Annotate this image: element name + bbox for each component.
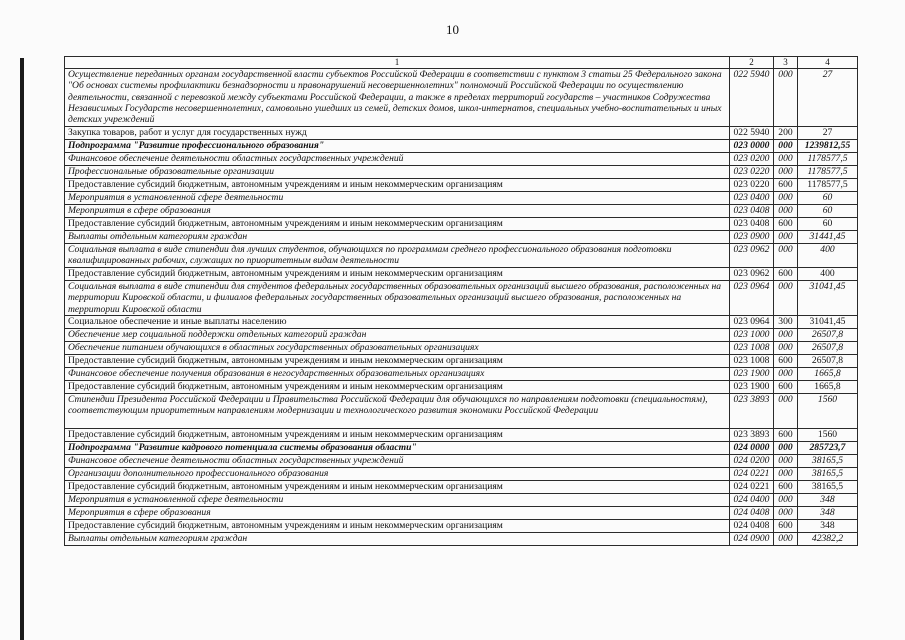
- row-name: Предоставление субсидий бюджетным, автономным учреждениям и иным некоммерческим организациям: [65, 481, 730, 494]
- row-sum: 26507,8: [798, 355, 858, 368]
- row-sum: 1560: [798, 394, 858, 429]
- row-name: Мероприятия в сфере образования: [65, 205, 730, 218]
- row-name: Предоставление субсидий бюджетным, автономным учреждениям и иным некоммерческим организациям: [65, 179, 730, 192]
- row-name: Мероприятия в сфере образования: [65, 507, 730, 520]
- table-row: [65, 218, 858, 231]
- table-row: [65, 455, 858, 468]
- table-row: [65, 127, 858, 140]
- row-sum: 31041,45: [798, 316, 858, 329]
- row-sum: 27: [798, 127, 858, 140]
- header-col-3: 3: [774, 57, 798, 69]
- row-code: 023 1900: [730, 381, 774, 394]
- table-row: [65, 520, 858, 533]
- row-code: 023 0000: [730, 140, 774, 153]
- table-row: [65, 494, 858, 507]
- table-row: [65, 533, 858, 546]
- row-kind: 000: [774, 342, 798, 355]
- row-sum: 1560: [798, 429, 858, 442]
- row-sum: 38165,5: [798, 468, 858, 481]
- row-code: 023 0200: [730, 153, 774, 166]
- row-kind: 600: [774, 355, 798, 368]
- row-code: 023 1000: [730, 329, 774, 342]
- row-name: Закупка товаров, работ и услуг для государственных нужд: [65, 127, 730, 140]
- row-kind: 000: [774, 231, 798, 244]
- table-row: [65, 179, 858, 192]
- row-name: Финансовое обеспечение деятельности областных государственных учреждений: [65, 153, 730, 166]
- row-kind: 000: [774, 166, 798, 179]
- row-name: Социальная выплата в виде стипендии для лучших студентов, обучающихся по программам среднего профессионального образования подготовки квалифицированных рабочих, служащих по приоритетным видам деятельности: [65, 244, 730, 268]
- row-sum: 348: [798, 494, 858, 507]
- row-kind: 000: [774, 205, 798, 218]
- row-sum: 348: [798, 507, 858, 520]
- row-code: 023 0964: [730, 316, 774, 329]
- table-row: [65, 442, 858, 455]
- row-sum: 60: [798, 218, 858, 231]
- row-code: 024 0221: [730, 468, 774, 481]
- table-row: [65, 192, 858, 205]
- row-code: 023 1008: [730, 355, 774, 368]
- row-code: 023 1900: [730, 368, 774, 381]
- row-name: Предоставление субсидий бюджетным, автономным учреждениям и иным некоммерческим организациям: [65, 429, 730, 442]
- table-row: [65, 281, 858, 316]
- row-kind: 000: [774, 69, 798, 127]
- row-sum: 31041,45: [798, 281, 858, 316]
- row-code: 023 0900: [730, 231, 774, 244]
- table-row: [65, 429, 858, 442]
- table-row: [65, 468, 858, 481]
- row-code: 023 0964: [730, 281, 774, 316]
- row-name: Подпрограмма "Развитие кадрового потенциала системы образования области": [65, 442, 730, 455]
- page-number: 10: [446, 22, 459, 37]
- row-sum: 1239812,55: [798, 140, 858, 153]
- row-name: Предоставление субсидий бюджетным, автономным учреждениям и иным некоммерческим организациям: [65, 268, 730, 281]
- row-code: 023 0400: [730, 192, 774, 205]
- row-code: 023 0962: [730, 268, 774, 281]
- row-sum: 27: [798, 69, 858, 127]
- table-row: [65, 69, 858, 127]
- row-sum: 38165,5: [798, 455, 858, 468]
- row-kind: 600: [774, 179, 798, 192]
- row-kind: 000: [774, 468, 798, 481]
- table-row: [65, 381, 858, 394]
- row-sum: 31441,45: [798, 231, 858, 244]
- row-kind: 000: [774, 192, 798, 205]
- row-code: 023 0220: [730, 179, 774, 192]
- row-code: 022 5940: [730, 127, 774, 140]
- row-name: Социальное обеспечение и иные выплаты населению: [65, 316, 730, 329]
- row-code: 023 0220: [730, 166, 774, 179]
- row-sum: 60: [798, 192, 858, 205]
- row-code: 024 0200: [730, 455, 774, 468]
- table-row: [65, 507, 858, 520]
- table-row: [65, 153, 858, 166]
- row-code: 024 0000: [730, 442, 774, 455]
- table-header-row: [65, 57, 858, 69]
- row-name: Обеспечение питанием обучающихся в областных государственных образовательных организациях: [65, 342, 730, 355]
- row-code: 023 3893: [730, 394, 774, 429]
- row-kind: 000: [774, 244, 798, 268]
- row-sum: 285723,7: [798, 442, 858, 455]
- row-code: 023 0408: [730, 205, 774, 218]
- row-kind: 600: [774, 218, 798, 231]
- row-code: 024 0400: [730, 494, 774, 507]
- table-row: [65, 140, 858, 153]
- table-row: [65, 205, 858, 218]
- row-sum: 42382,2: [798, 533, 858, 546]
- row-name: Обеспечение мер социальной поддержки отдельных категорий граждан: [65, 329, 730, 342]
- page-edge-bar: [20, 58, 24, 640]
- row-name: Профессиональные образовательные организации: [65, 166, 730, 179]
- row-name: Стипендии Президента Российской Федерации и Правительства Российской Федерации для обучающихся по направлениям подготовки (специальностям), соответствующим приоритетным направлениям модернизации и технологического развития экономики Российской Федерации: [65, 394, 730, 429]
- row-name: Выплаты отдельным категориям граждан: [65, 231, 730, 244]
- row-kind: 000: [774, 455, 798, 468]
- row-name: Мероприятия в установленной сфере деятельности: [65, 192, 730, 205]
- row-code: 023 0962: [730, 244, 774, 268]
- row-kind: 300: [774, 316, 798, 329]
- row-kind: 600: [774, 429, 798, 442]
- row-name: Предоставление субсидий бюджетным, автономным учреждениям и иным некоммерческим организациям: [65, 218, 730, 231]
- table-row: [65, 244, 858, 268]
- row-code: 023 1008: [730, 342, 774, 355]
- row-sum: 1665,8: [798, 368, 858, 381]
- row-sum: 38165,5: [798, 481, 858, 494]
- row-kind: 000: [774, 533, 798, 546]
- table-row: [65, 316, 858, 329]
- row-name: Подпрограмма "Развитие профессионального образования": [65, 140, 730, 153]
- row-code: 023 0408: [730, 218, 774, 231]
- row-name: Предоставление субсидий бюджетным, автономным учреждениям и иным некоммерческим организациям: [65, 520, 730, 533]
- row-kind: 000: [774, 394, 798, 429]
- row-sum: 26507,8: [798, 342, 858, 355]
- row-kind: 000: [774, 442, 798, 455]
- row-sum: 26507,8: [798, 329, 858, 342]
- row-code: 022 5940: [730, 69, 774, 127]
- row-kind: 000: [774, 368, 798, 381]
- row-kind: 000: [774, 507, 798, 520]
- row-name: Организации дополнительного профессионального образования: [65, 468, 730, 481]
- row-sum: 348: [798, 520, 858, 533]
- row-kind: 600: [774, 520, 798, 533]
- table-row: [65, 368, 858, 381]
- row-name: Мероприятия в установленной сфере деятельности: [65, 494, 730, 507]
- row-kind: 000: [774, 281, 798, 316]
- row-sum: 60: [798, 205, 858, 218]
- row-name: Осуществление переданных органам государственной власти субъектов Российской Федерации в соответствии с пунктом 3 статьи 25 Федерального закона "Об основах системы профилактики безнадзорности и правонарушений несовершеннолетних" полномочий Российской Федерации по осуществлению деятельности, связанной с перевозкой между субъектами Российской Федерации, а также в пределах территорий государств – участников Содружества Независимых Государств несовершеннолетних, самовольно ушедших из семей, детских домов, школ-интернатов, специальных учебно-воспитательных и иных детских учреждений: [65, 69, 730, 127]
- row-name: Выплаты отдельным категориям граждан: [65, 533, 730, 546]
- row-code: 023 3893: [730, 429, 774, 442]
- row-kind: 000: [774, 494, 798, 507]
- table-row: [65, 394, 858, 429]
- table-row: [65, 166, 858, 179]
- row-sum: 1178577,5: [798, 166, 858, 179]
- row-kind: 600: [774, 481, 798, 494]
- header-col-1: 1: [65, 57, 730, 69]
- table-row: [65, 481, 858, 494]
- row-name: Финансовое обеспечение получения образования в негосударственных образовательных организациях: [65, 368, 730, 381]
- row-kind: 600: [774, 381, 798, 394]
- row-name: Предоставление субсидий бюджетным, автономным учреждениям и иным некоммерческим организациям: [65, 355, 730, 368]
- table-row: [65, 231, 858, 244]
- header-col-2: 2: [730, 57, 774, 69]
- row-sum: 400: [798, 244, 858, 268]
- row-sum: 1665,8: [798, 381, 858, 394]
- row-kind: 200: [774, 127, 798, 140]
- budget-table: [64, 56, 858, 546]
- row-kind: 000: [774, 329, 798, 342]
- row-code: 024 0408: [730, 507, 774, 520]
- row-kind: 600: [774, 268, 798, 281]
- row-code: 024 0408: [730, 520, 774, 533]
- row-code: 024 0900: [730, 533, 774, 546]
- row-name: Социальная выплата в виде стипендии для студентов федеральных государственных образовательных организаций высшего образования, расположенных на территории Кировской области, и филиалов федеральных государственных образовательных организаций высшего образования, расположенных на территории Кировской области: [65, 281, 730, 316]
- row-kind: 000: [774, 153, 798, 166]
- row-kind: 000: [774, 140, 798, 153]
- row-code: 024 0221: [730, 481, 774, 494]
- row-sum: 1178577,5: [798, 153, 858, 166]
- table-row: [65, 342, 858, 355]
- table-row: [65, 268, 858, 281]
- row-sum: 1178577,5: [798, 179, 858, 192]
- row-name: Предоставление субсидий бюджетным, автономным учреждениям и иным некоммерческим организациям: [65, 381, 730, 394]
- table-row: [65, 355, 858, 368]
- row-sum: 400: [798, 268, 858, 281]
- table-row: [65, 329, 858, 342]
- row-name: Финансовое обеспечение деятельности областных государственных учреждений: [65, 455, 730, 468]
- header-col-4: 4: [798, 57, 858, 69]
